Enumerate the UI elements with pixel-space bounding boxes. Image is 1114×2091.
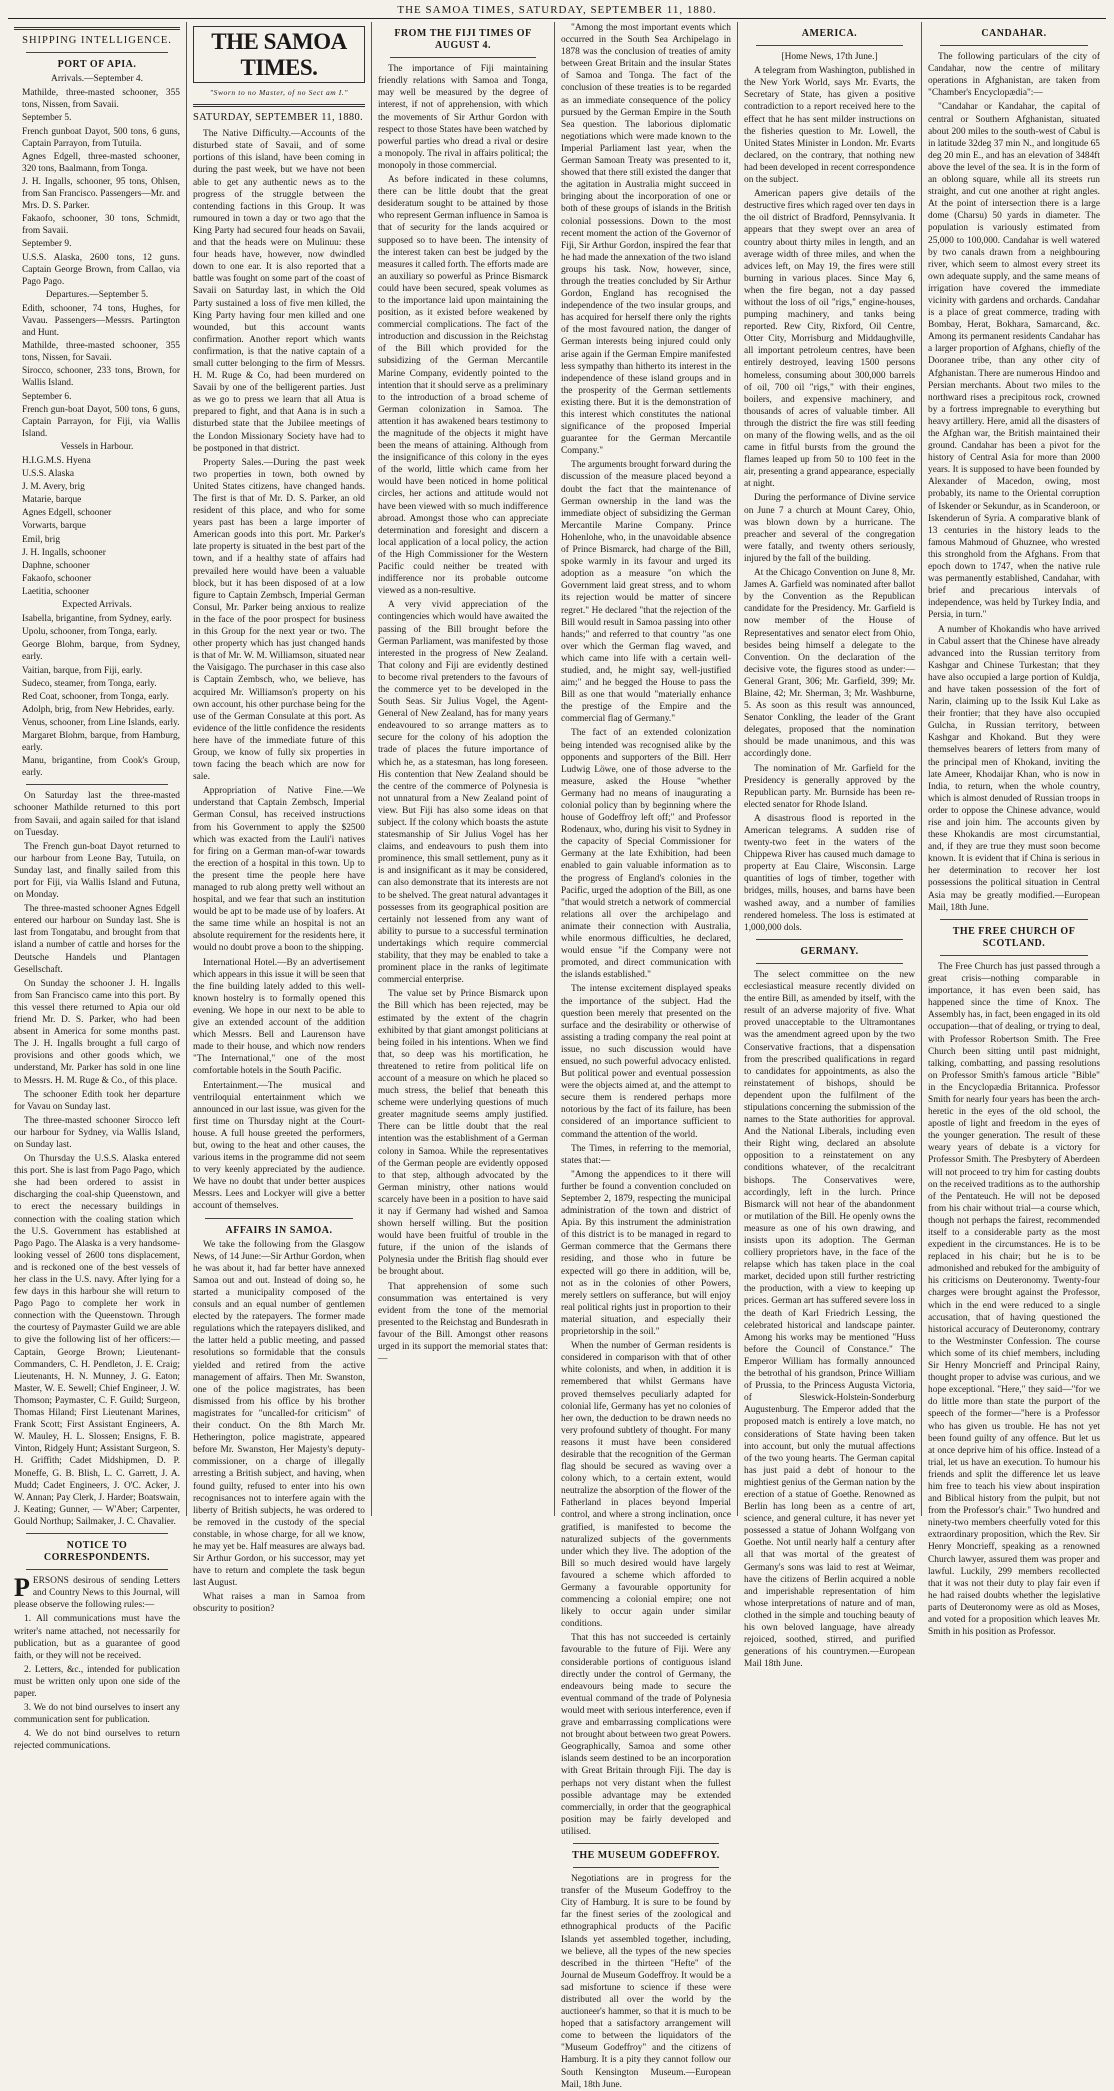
list-item: Margaret Blohm, barque, from Hamburg, early.: [22, 730, 180, 754]
fiji-heading: FROM THE FIJI TIMES OF AUGUST 4.: [394, 28, 532, 52]
expected-label: Expected Arrivals.: [62, 600, 132, 611]
column-fiji: [372, 22, 555, 1516]
paragraph: When the number of German residents is considered in comparison with that of other white colonists, and when, in addition it is remembered that whilst Germans have proved themselves peculiarly adapted for colonial life, Germany has yet no colonies of her own, the deduction to be drawn needs no very profound subtlety of thought. For many reasons it must have been considered desirable that the recognition of the German flag should be secured as waving over a colony which, to a certain extent, would neutralize the absorption of the flower of the Fatherland in places beyond Imperial control, and where a strong inclination, once gratified, is manifested to become the naturalized subjects of the governments under which they live. The adoption of the Bill so much desired would have largely favoured a scheme which afforded to Germany a favourable opportunity for commencing a colonial empire; one not likely to occur again under similar conditions.: [561, 1341, 731, 1630]
paragraph: That this has not succeeded is certainly favourable to the future of Fiji. Were any considerable portions of contiguous island directly under the control of Germany, the endeavours being made to secure the eventual command of the trade of Polynesia would meet with serious interference, even if grave and embarrassing complications were not brought about between two great Powers. Geographically, Samoa and some other islands seem destined to be an incorporation with Great Britain through Fiji. The day is perhaps not very distant when the fullest possible advantage may be extended commercially, in order that the geographical position may be fairly developed and utilised.: [561, 1633, 732, 1837]
list-item: Upolu, schooner, from Tonga, early.: [22, 627, 158, 638]
list-item: Agnes Edgell, three-masted schooner, 320 tons, Baalmann, from Tonga.: [22, 151, 180, 174]
paragraph: The following particulars of the city of Candahar, now the centre of military operations in Afghanistan, are taken from "Chamber's Encyclopædia":—: [928, 52, 1100, 99]
list-item: September 6.: [22, 391, 72, 402]
germany-text: The select committee on the new ecclesiastical measure recently divided on the entire Bill, as amended by itself, with the result of an adverse majority of five. What proved unacceptable to the Ultramontanes was the amendment agreed upon by the two Conservative fractions, that a dispensation from the prescribed qualifications in regard to candidates for appointments, as also the reinstatement of bishops, should be dependent upon the fulfilment of the stipulations concerning the submission of the names to the State authorities for approval. And the National Liberals, including even their Right wing, declared an absolute opposition to a reinstatement on any conditions whatever, of the recalcitrant bishops. The Conservatives were, accordingly, left in the lurch. Prince Bismarck will not hear of the abandonment or mutilation of the Bill. He openly owns the measure as one of his own drawing, and insists upon its adoption. The German colliery proprietors have, in the face of the relapse which has taken place in the coal market, decided upon still further restricting the production, with a view to keeping up prices. German art has suffered severe loss in the death of Karl Friedrich Lessing, the celebrated historical and landscape painter. Among his works may be mentioned "Huss before the Council of Constance." The Emperor William has formally announced the betrothal of his grandson, Prince William of Prussia, to the Princess Augusta Victoria, of Sleswick-Holstein-Sonderburg Augustenburg. The Emperor added that the proposed match is entirely a love match, no considerations of State having been taken into account, but only the mutual affections of the two young hearts. The German capital has just paid a debt of honour to the mightiest genius of the German nation by the erection of a statue of Goethe. Renowned as Berlin has long been as a centre of art, science, and general culture, it has never yet possessed a statue of Johann Wolfgang von Goethe. Not until nearly half a century after all that was mortal of the greatest of Germany's sons was laid to rest at Weimar, have the citizens of Berlin acquired a noble and imperishable representation of him whose interpretations of nature and of man, clothed in the simple and touching beauty of his own beloved language, have already rejoiced, soothed, stirred, and purified generations of his countrymen.—European Mail 18th June.: [744, 969, 915, 1670]
paragraph: On Sunday the schooner J. H. Ingalls from San Francisco came into this port. By this vessel there returned to Apia our old friend Mr. D. S. Parker, who had been absent in America for some months past. The J. H. Ingalls brought a full cargo of provisions and other goods which, we understand, Mr. Parker has sold in one line to Messrs. H. M. Ruge & Co., of this place.: [14, 978, 180, 1086]
list-item: Venus, schooner, from Line Islands, early.: [22, 717, 180, 728]
museum-heading: THE MUSEUM GODEFFROY.: [572, 1849, 720, 1861]
column-shipping: [8, 22, 187, 1752]
candahar-paragraphs: [928, 51, 1100, 914]
notice-heading: NOTICE TO CORRESPONDENTS.: [43, 1539, 151, 1564]
paragraph: The schooner Edith took her departure for Vavau on Sunday last.: [14, 1089, 180, 1112]
list-item: Sirocco, schooner, 233 tons, Brown, for Wallis Island.: [22, 366, 180, 389]
list-item: Adolph, brig, from New Hebrides, early.: [22, 704, 175, 715]
masthead-title: THE SAMOA TIMES.: [211, 29, 347, 80]
paragraph: 1. All communications must have the writer's name attached, not necessarily for publication, but as a guarantee of good faith, or they will not be received.: [14, 1614, 180, 1661]
expected-list: [14, 613, 180, 779]
paragraph: "Candahar or Kandahar, the capital of central or Southern Afghanistan, situated about 200 miles to the south-west of Cabul is in latitude 32deg 37 min N., and longitude 65 deg 20 min E., and has an elevation of 3484ft above the level of the sea. It is in the form of an oblong square, while all its streets run straight, and cut one another at right angles. At the point of intersection there is a large dome (Charsu) 50 yards in diameter. The population is variously estimated from 25,000 to 100,000. Candahar is well watered by two canals drawn from a neighbouring river, which seem to almost every street its own adequate supply, and the same means of irrigation have covered the immediate vicinity with gardens and orchards. Candahar is a place of great commerce, trading with Bombay, Herat, Bokhara, Samarcand, &c. Among its permanent residents Candahar has a larger proportion of Afghans, chiefly of the Dooranee tribe, than any other city of Afghanistan. There are numerous Hindoo and Persian merchants. About two miles to the northward rises a precipitous rock, crowned by a fortress impregnable to everything but heavy artillery. Here, amid all the disasters of the Afghan war, the British maintained their ground. Candahar has been a pivot for the history of Central Asia for more than 2000 years. It is supposed to have been founded by Alexander of Macedon, owing, most probably, its name to the Oriental corruption of Iskender or Sekundur, as in Scanderoon, or Iskenderun of Syria. A comparative blank of 13 centuries in the history leads to the famous Mahmoud of Ghuznee, who wrested this stronghold from the Afghans. From that epoch down to 1747, when the native rule was permanently established, Candahar, with brief and precarious intervals of independence, was held by Turkey India, and Persia, in turn.": [928, 102, 1100, 621]
list-item: U.S.S. Alaska: [22, 469, 75, 480]
list-item: French gunboat Dayot, 500 tons, 6 guns, Captain Parrayon, from Tutuila.: [22, 126, 180, 149]
paragraph: A number of Khokandis who have arrived in Cabul assert that the Chinese have already advanced into the Russian territory from Kashgar and Chinese Turkestan; that they have also occupied a large portion of Kuldja, and have taken possession of the fort of Narin, claiming up to the Issik Kul Lake as their frontier; that they have also occupied Gulcha, in Russian territory, between Kashgar and Khokand. But they were themselves bearers of letters from many of the principal men of Khokand, inviting the late Ameer, Khodaijar Khan, who is now in India, to return, when the whole country, which is almost denuded of Russian troops in order to oppose the Chinese advance, would rise and join him. The accounts given by these Khokandis are most circumstantial, and, if they are true they must soon become known. It is evident that if China is serious in her determination to recover her lost possessions the political situation in Central Asia may be greatly modified.—European Mail, 18th June.: [928, 624, 1100, 913]
america-source: [Home News, 17th June.]: [781, 52, 878, 63]
paragraph: "Among the appendices to it there will further be found a convention concluded on September 2, 1879, respecting the municipal administration of the town and district of Apia. By this instrument the administration of this district is to be managed in regard to German commerce that the Germans there residing, and those who in future be expected will go there in addition, will be, not as in the colonies of other Powers, merely settlers on sufferance, but will enjoy real political rights just in proportion to their material situation, and especially their proprietorship in the soil.": [561, 1169, 731, 1338]
list-item: George Blohm, barque, from Sydney, early.: [22, 640, 180, 663]
paragraph: The arguments brought forward during the discussion of the measure placed beyond a doubt the fact that the maintenance of German ownership in the land was the immediate object of subsidizing the German Mercantile Marine Company. Prince Hohenlohe, who, in the unavoidable absence of Prince Bismarck, had charge of the Bill, spoke warmly in its favour and urged its adoption as a measure "on which the Government laid great stress, and to whom its rejection would be matter of sincere regret." He declared "that the rejection of the Bill would result in Samoa passing into other hands;" and referred to that country "as one over which the German flag waved, and which came into life with a certain well-studied, and, he might say, well-justified aim;" and he begged the House to pass the Bill as one that would "materially enhance the prestige of the Empire and the commercial flag of Germany.": [561, 460, 731, 725]
paragraph: The nomination of Mr. Garfield for the Presidency is generally approved by the Republican party. Mr. Burnside has been re-elected senator for Rhode Island.: [744, 763, 915, 810]
list-item: Edith, schooner, 74 tons, Hughes, for Vavau. Passengers—Messrs. Partington and Hunt.: [22, 303, 180, 339]
paragraph: The importance of Fiji maintaining friendly relations with Samoa and Tonga, may well be measured by the degree of interest, if not of apprehension, with which the movements of Sir Arthur Gordon with respect to those States have been watched by powerful parties who dread a rival or desire a monopoly. The rival in affairs political; the monopoly in those commercial.: [378, 64, 548, 171]
affairs-paragraphs: [193, 1239, 365, 1616]
departures-list: [14, 303, 180, 440]
paragraph: We take the following from the Glasgow News, of 14 June:—Sir Arthur Gordon, when he was about it, had far better have annexed Samoa out and out. Instead of doing so, he started a municipality composed of the consuls and an equal number of gentlemen elected by the ratepayers. The former made regulations which the ratepayers disliked, and the latter held a public meeting, and passed resolutions so formidable that the consuls yielded and retired from the active management of affairs. Then Mr. Swanston, one of the police magistrates, has been dismissed from his office by his brother magistrates for "uncalled-for criticism" of their conduct. On the 8th March Mr. Hetherington, police magistrate, appeared before Mr. Swanston, Her Majesty's deputy-commissioner, on a charge of illegally arresting a British subject, and having, when found guilty, refused to enter into his own recognisances not to interfere again with the liberty of British subjects, he was ordered to be removed in the custody of the special constable, in whose charge, for all we know, he may yet be. Half measures are always bad. Sir Arthur Gordon, or his successor, may yet have to return and complete the task begun last August.: [193, 1239, 365, 1589]
paragraph: Appropriation of Native Fine.—We understand that Captain Zembsch, Imperial German Consul, has received instructions from his Government to apply the $2500 which was exacted from the Lauli'i natives for firing on a German man-of-war towards the erection of a hospital in this town. Up to the present time the people here have managed to rub along pretty well without an hospital, and we fear that such an institution would be apt to be made use of by loafers. At the same time while an hospital is not an absolute requirement for the residents here, it would no doubt prove a boon to the shipping.: [193, 786, 365, 954]
paragraph: The three-masted schooner Sirocco left our harbour for Sydney, via Wallis Island, on Sunday last.: [14, 1115, 180, 1150]
paragraph: The Native Difficulty.—Accounts of the disturbed state of Savaii, and of some portions of this island, have been coming in during the past week, but we have not been able to get any authentic news as to the progress of the struggle between the contending factions in this Group. It was rumoured in town a day or two ago that the King Party had secured four heads on Savaii, and that the heads were on Mulinuu: these four heads have, however, now dwindled down to one ear. It is also reported that a battle was fought on some part of the coast of Savaii on Saturday last, in which the Old Party sustained a loss of five men killed, the King Party having four men killed and one wounded, but this account wants confirmation. Another report which wants confirmation, is that the native captain of a small cutter belonging to the firm of Messrs. H. M. Ruge & Co, had been murdered on Savaii by one of the belligerent parties. Just as we go to press we learn that all Atua is prepared to fight, and that Aana is in such a disturbed state that the Jubilee meetings of the London Missionary Society have had to be postponed in that district.: [193, 129, 365, 454]
list-item: Daphne, schooner: [22, 560, 90, 571]
arrivals-list: [14, 87, 180, 288]
list-item: Laetitia, schooner: [22, 586, 90, 597]
port-heading: PORT OF APIA.: [57, 59, 137, 71]
list-item: H.I.G.M.S. Hyena: [22, 456, 91, 466]
list-item: September 5.: [22, 113, 72, 124]
paragraph: International Hotel.—By an advertisement which appears in this issue it will be seen that the fine building lately added to this well-known hostelry is to formally opened this evening. We hope in our next to be able to give an extended account of the addition which Messrs. Bell and Laurenson have made to their house, and which now renders "The International," one of the most comfortable hotels in the South Pacific.: [193, 957, 365, 1077]
editorial-paragraphs: [193, 128, 365, 1212]
paragraph: On Saturday last the three-masted schooner Mathilde returned to this port from Savaii, and again sailed for that island on Tuesday.: [14, 791, 180, 838]
america-paragraphs: [744, 65, 915, 934]
notice-dropcap: P: [14, 1573, 30, 1603]
list-item: Fakaofo, schooner: [22, 573, 92, 584]
list-item: Red Coat, schooner, from Tonga, early.: [22, 691, 169, 702]
list-item: Emil, brig: [22, 534, 61, 545]
paragraph: 4. We do not bind ourselves to return rejected communications.: [14, 1729, 180, 1752]
paragraph: American papers give details of the destructive fires which raged over ten days in the oil district of Bradford, Pennsylvania. It appears that they swept over an area of country about thirty miles in length, and an average width of three miles, and when the advices left, on May 19, the fires were still burning in various places. Since May 6, when the fire began, not a day passed without the loss of oil "rigs," engine-houses, pumping machinery, and tanks being reported. Rew City, Rixford, Oil Centre, Otter City, Morrisburg and Middaughville, all important petroleum centres, have been entirely destroyed, leaving 1500 persons homeless, consuming about 300,000 barrels of oil, 700 oil "rigs," with their engines, boilers, and expensive machinery, and thousands of acres of valuable timber. All through the district the fire was still feeding on many of the flowing wells, and as the oil came in fitful bursts from the ground the flames leaped up from 50 to 100 feet in the air, presenting a grand appearance, especially at night.: [744, 189, 915, 490]
masthead-motto: "Sworn to no Master, of no Sect am I.": [209, 88, 349, 97]
america-heading: AMERICA.: [801, 28, 858, 39]
paragraph: At the Chicago Convention on June 8, Mr. James A. Garfield was nominated after ballot by the Convention as the Republican candidate for the Presidency. Mr. Garfield is now member of the House of Representatives and senator elect from Ohio, besides being himself a delegate to the Convention. On the declaration of the decisive vote, the figures stood as under:—General Grant, 306; Mr. Garfield, 399; Mr. Blaine, 42; Mr. Sherman, 3; Mr. Washburne, 5. As soon as this result was announced, Senator Conkling, the leader of the Grant delegates, proposed that the nomination should be made unanimous, and this was accordingly done.: [744, 568, 915, 760]
list-item: Vorwarts, barque: [22, 521, 86, 532]
paragraph: On Thursday the U.S.S. Alaska entered this port. She is last from Pago Pago, which she had been ordered to assist in discharging the coal-ship Queenstown, and to erect the necessary buildings in connection with the coaling station which the U.S. Government has established at Pago Pago. The Alaska is a very handsome-looking vessel of 2600 tons displacement, and is reckoned one of the best vessels of her class in the U.S. navy. After lying for a few days in this harbour she will return to Pago Pago to complete her work in connection with the Queenstown. Through the courtesy of Paymaster Guild we are able to give the following list of her officers:—Captain, George Brown; Lieutenant-Commanders, C. H. Pendleton, J. E. Craig; Lieutenants, H. N. Munney, J. G. Eaton; Master, W. E. Sewell; Chief Engineer, J. W. Thomson; Paymaster, C. F. Guild; Surgeon, Thomas Hiland; First Lieutenant Marines, Frank Scott; First Assistant Engineers, A. W. Mauley, H. L. Slossen; Ensigns, F. B. Vinton, Ridgely Hunt; Assistant Surgeon, S. H. Griffith; Cadet Midshipmen, D. P. Moneffe, G. B. Blish, L. C. Garrett, J. A. Mudd; Cadet Engineers, J. O'C. Acker, J. W. Annan; Pay Clerk, J. Harder; Boatswain, J. Keating; Gunner, — W'Aber; Carpenter, Gould Northup; Sailmaker, J. C. Chavalier.: [14, 1154, 180, 1527]
paragraph: The French gun-boat Dayot returned to our harbour from Leone Bay, Tutuila, on Sunday last, and finally sailed from this port for Fiji, via Wallis Island and Futuna, on Monday.: [14, 841, 180, 901]
shipping-heading: SHIPPING INTELLIGENCE.: [22, 35, 172, 46]
list-item: Manu, brigantine, from Cook's Group, early.: [22, 756, 180, 779]
departures-label: Departures.—September 5.: [45, 289, 149, 300]
paragraph: During the performance of Divine service on June 7 a church at Mount Carey, Ohio, was blown down by a hurricane. The preacher and several of the congregation were fatally, and twenty others seriously, injured by the fall of the building.: [744, 493, 915, 564]
column-editorial: [187, 22, 372, 1615]
column-america: [738, 22, 922, 1670]
fiji-continued: [561, 22, 731, 1838]
dateline: SATURDAY, SEPTEMBER 11, 1880.: [193, 112, 363, 124]
list-item: U.S.S. Alaska, 2600 tons, 12 guns. Captain George Brown, from Callao, via Pago Pago.: [22, 252, 180, 287]
list-item: Mathilde, three-masted schooner, 355 tons, Nissen, for Savaii.: [22, 341, 180, 364]
paragraph: A very vivid appreciation of the contingencies which would have awaited the passing of the Bill brought before the German Parliament, was manifested by those interested in the progress of New Zealand. That colony and Fiji are evidently destined to become rival pretenders to the favours of the commerce yet to be developed in the South Seas. Sir Julius Vogel, the Agent-General of New Zealand, has for many years endeavoured to so arrange matters as to secure for the colony of his adoption the trade of places the future importance of which he, as a statesman, has long foreseen. His contention that New Zealand should be the centre of the commerce of Polynesia is not unnatural from a New Zealand point of view. But Fiji has also some ideas on that subject. If the colony which boasts the astute statesmanship of Sir Julius Vogel has her claims, and endeavours to push them into prominence, this small settlement, puny as it is and insignificant as it may be considered, can also demonstrate that its interests are not to be shelved. The great natural advantages it possesses from its geographical position are certainly not lessened from any want of ability to pursue to a successful termination undertakings which require commercial stability, that they may be enabled to take a prominent place in the ranks of legitimate commercial enterprise.: [378, 600, 548, 986]
notice-rules: [14, 1613, 180, 1752]
top-rule: [8, 18, 1106, 19]
paragraph: The fact of an extended colonization being intended was recognised alike by the opponents and supporters of the Bill. Herr Ludwig Löwe, one of those adverse to the measure, asked the House "whether Germany had no means of inaugurating a colonial policy than by beginning where the house of Godeffroy left off;" and Professor Rodenaux, who, during his visit to Sydney in the capacity of Special Commissioner for Germany at the late Exhibition, had been enabled to gain valuable information as to the progress of England's colonies in the Pacific, urged the adoption of the Bill, as one "that would stretch a network of commercial relations all over the archipelago and animate their connection with Australia, while enormous difficulties, he declared, would ensue "if the Company were not promoted, and direct communication with the islands established.": [561, 728, 731, 981]
affairs-heading: AFFAIRS IN SAMOA.: [225, 1224, 333, 1236]
list-item: Agnes Edgell, schooner: [22, 508, 112, 519]
list-item: Mathilde, three-masted schooner, 355 tons, Nissen, from Savaii.: [22, 88, 180, 111]
paragraph: That apprehension of some such consummation was entertained is very evident from the tone of the memorial presented to the Reichstag and Bundesrath in favour of the Bill. Amongst other reasons urged in its support the memorial states that:—: [378, 1281, 548, 1365]
germany-heading: GERMANY.: [800, 945, 859, 957]
column-candahar: [922, 22, 1106, 1638]
paragraph: Property Sales.—During the past week two properties in town, both owned by United States citizens, have changed hands. The first is that of Mr. D. S. Parker, an old resident of this place, and who for some years past has been a large importer of American goods into this port. Mr. Parker's late property is situated in the best part of the town, and if a healthy state of affairs had prevailed here would have been a valuable block, but it has been disposed of at a low figure to Captain Zembsch, Imperial German Consul, Mr. Parker being anxious to realize in the face of the poor prospect for business in this Group for the next year or two. The other property which has just changed hands is that of Mr. W. M. Williamson, situated near the Vaisigago. The purchaser in this case also is Captain Zembsch, who, we believe, has acquired Mr. Williamson's property on his own account, his other purchase being for the use of the German Consulate at this port. As evidence of the little confidence the residents here have of the immediate future of this Group, we know of fully six properties in town facing the beach which are now for sale.: [193, 457, 365, 783]
freechurch-text: The Free Church has just passed through a great crisis—nothing comparable in importance, it has even been said, has happened since the time of Knox. The Assembly has, in fact, been engaged in its old occupation—that of dealing, or trying to deal, with Professor Robertson Smith. The Free Church been sitting until past midnight, talking, combatting, and passing resolutions on Professor Smith's famous article "Bible" in the Encyclopædia Britannica. Professor Smith for nearly four years has been the arch-heretic in the eyes of the old school, the apostle of light and freedom in the eyes of the younger generation. The result of these weary years of debate is a victory for Professor Smith. The Presbytery of Aberdeen will not proceed to try him for casting doubts on the received traditions as to the authorship of the Pentateuch. He will not be deposed from his chair without trial—a course which, though not perhaps the fairest, recommended itself to a considerable party as the most expedient in the circumstances. He is to be replaced in his chair; but he is to be admonished and rebuked for the ambiguity of his criticisms on Deuteronomy. Twenty-four charges were brought against the Professor, which in the end were reduced to a single accusation, that of having questioned the historical accuracy of Deuteronomy, contrary to the Westminster Confession. The course which some of its chief members, including Sir Henry Moncrieff and Principal Rainy, thought proper to advise was curious, and we hope exceptional. "Here," they said—"for we do little more than state the purport of the speech of the former—"here is a Professor who has given us trouble. He has not yet been found guilty of any offence. But let us at once deprive him of his office. Instead of a trial, let us have an execution. To humour his friends and split the difference let us leave him free to teach his view about inspiration and Biblical history from the pulpit, but not from the Professor's chair." Two hundred and ninety-two members cheerfully voted for this extraordinary proposition, which the Rev. Sir Henry Moncrieff, speaking as a renowned Church lawyer, assured them was proper and lawful. Luckily, 299 members recollected that it was not their duty to play fair even if he had raised doubts whether the legislative parts of Deuteronomy were as old as Moses, and voted for a proposition which leaves Mr. Smith in his position as Professor.: [928, 961, 1100, 1638]
paragraph: A disastrous flood is reported in the American telegrams. A sudden rise of twenty-two feet in the waters of the Chippewa River has caused much damage to property at Eau Claire, Wisconsin. Large quantities of logs of timber, together with bridges, mills, houses, and barns have been washed away, and a number of families rendered homeless. The loss is estimated at 1,000,000 dols.: [744, 813, 915, 933]
paragraph: What raises a man in Samoa from obscurity to position?: [193, 1592, 365, 1615]
list-item: J. M. Avery, brig: [22, 482, 85, 493]
paragraph: The intense excitement displayed speaks the importance of the subject. Had the question been merely that presented on the surface and the desirability or otherwise of assisting a trading company the real point at issue, no such discussion would have ensued, no such powerful advocacy enlisted. But political power and eventual possession were the objects aimed at, and the attempt to secure them is rendered perhaps more notorious by the fact of its failure, has been considered of an importance sufficient to command the attention of the world.: [561, 984, 731, 1140]
arrivals-label: Arrivals.—September 4.: [51, 74, 143, 85]
list-item: September 9.: [22, 239, 72, 250]
column-fiji-cont: [555, 22, 738, 2090]
freechurch-heading: THE FREE CHURCH OF SCOTLAND.: [952, 925, 1076, 949]
paragraph: Entertainment.—The musical and ventriloquial entertainment which we announced in our last issue, was given for the first time on Thursday night at the Court-house. A full house greeted the performers, but, owing to the heat and other causes, the various items in the programme did not seem to very keenly appreciated by the audience. We have no doubt that under better auspices Messrs. Lees and Lockyer will give a better account of themselves.: [193, 1080, 365, 1212]
list-item: J. H. Ingalls, schooner: [22, 547, 106, 558]
list-item: Fakaofo, schooner, 30 tons, Schmidt, from Savaii.: [22, 214, 180, 237]
list-item: J. H. Ingalls, schooner, 95 tons, Ohlsen, from San Francisco. Passengers—Mr. and Mrs. D. S. Parker.: [22, 176, 180, 212]
paragraph: 3. We do not bind ourselves to insert any communication sent for publication.: [14, 1703, 180, 1726]
candahar-heading: CANDAHAR.: [981, 28, 1047, 39]
paragraph: As before indicated in these columns, there can be little doubt that the great desideratum sought to be attained by those who represent German influence in Samoa is that of security for the lands acquired or supposed so to have been. The intensity of the interest taken can best be judged by the measures it called forth. The efforts made are an auxiliary so powerful as Prince Bismarck could have been secured, speak volumes as to the importance laid upon maintaining the position, as it existed before weakened by commercial complications. The fact of the introduction and discussion in the Reichstag of the Bill which provided for the subsidizing of the German Mercantile Marine Company, evidently pointed to the intention that it should serve as a preliminary to the introduction of a broad scheme of German colonization in Samoa. The attention it has awakened bears testimony to the magnitude of the objects it might have been the means of attaining. Although from the insignificance of this colony in the eyes of the world, little which came from her would have been noticed in home political circles, her actions and attitude would not have been viewed with so much indifference abroad. Amongst those who can appreciate determination and foresight and discern a local application of a local policy, the action of the High Commissioner for the Western Pacific could neither be treated with indifference nor its probable outcome viewed as a non-resultive.: [378, 175, 548, 597]
paragraph: The three-masted schooner Agnes Edgell entered our harbour on Sunday last. She is last from Tongatabu, and brought from that island a number of cattle and horses for the Deutsche Handels und Plantagen Gesellschaft.: [14, 904, 180, 975]
paragraph: 2. Letters, &c., intended for publication must be written only upon one side of the paper.: [14, 1664, 180, 1699]
museum-text: Negotiations are in progress for the transfer of the Museum Godeffroy to the City of Hamburg. It is sure to be found by far the finest series of the zoological and ethnographical products of the Pacific Islands yet assembled together, including, we believe, all the types of the new species described in the thirteen "Hefte" of the Journal de Museum Godeffroy. It would be a sad misfortune to science if these were distributed all over the world by the auctioneer's hammer, so that it is much to be hoped that a satisfactory arrangement will come to between the liquidators of the "Museum Godeffroy" and the citizens of Hamburg. It is a pity they cannot follow our South Kensington Museum.—European Mail, 18th June.: [561, 1874, 731, 2090]
masthead: [193, 26, 365, 83]
running-head: THE SAMOA TIMES, SATURDAY, SEPTEMBER 11, 1880.: [397, 4, 717, 16]
paragraph: The value set by Prince Bismarck upon the Bill which has been rejected, may be estimated by the extent of the chagrin exhibited by that giant amongst politicians at being foiled in his intentions. When we find that, so deep was his mortification, he threatened to retire from political life on account of a measure on which he placed so much stress, the belief that beneath this scheme were underlying questions of much greater magnitude seems amply justified. There can be little doubt that the real intention was the establishment of a German colony in Samoa. While the representatives of the German people are evidently opposed to that step, although advocated by the German ministry, other nations would scarcely have been in a position to have said it nay if Germany had wished and Samoa shown herself willing. But the position would have been fruitful of trouble in the future, if the union of the islands of Polynesia under the British flag should ever be brought about.: [378, 989, 548, 1278]
fiji-paragraphs: [378, 63, 548, 1365]
list-item: Sudeco, steamer, from Tonga, early.: [22, 678, 157, 689]
harbour-label: Vessels in Harbour.: [60, 441, 134, 452]
harbour-list: [14, 455, 180, 598]
columns: [8, 22, 1106, 2090]
list-item: Isabella, brigantine, from Sydney, early.: [22, 614, 172, 625]
paragraph: "Among the most important events which occurred in the South Sea Archipelago in 1878 was the conclusion of treaties of amity between Great Britain and the insular States of Samoa and Tonga. The fact of the conclusion of these treaties is to be regarded as an immediate consequence of the policy pursued by the German Empire in the South Sea question. The laborious diplomatic negotiations which were made known to the Imperial Parliament last year, when the German Samoan Treaty was presented to it, showed that there still existed the danger that the agitation in Australia might succeed in bringing about the incorporation of one or both of these groups of islands in the British colonial possessions. Down to the most recent moment the action of the Governor of Fiji, Sir Arthur Gordon, inspired the fear that he had made the annexation of the two island groups his task. Now, however, since, through the treaties concluded by Sir Arthur Gordon, England has recognised the independence of the two insular groups, and has acquired for herself there only the rights of the most favoured nation, the danger of German interests being injured could only arise again if the German Empire manifested less sympathy than hitherto its interest in the independence of these island groups and in the prosperity of the German settlements existing there. But it is the demonstration of this interest which constitutes the national significance of the proposed Imperial guarantee for the German Mercantile Company.": [561, 23, 731, 457]
paragraph: A telegram from Washington, published in the New York World, says Mr. Evarts, the Secretary of State, has given a positive contradiction to a report received here to the effect that he has sent milder instructions on the fisheries question to Mr. Lowell, the United States Minister in London. Mr. Evarts declared, on the contrary, that nothing new had been developed in recent correspondence on the subject.: [744, 66, 915, 186]
notice-intro: PERSONS desirous of sending Letters and Country News to this Journal, will please observe the following rules:—: [14, 1573, 180, 1611]
paragraph: The Times, in referring to the memorial, states that:—: [561, 1143, 731, 1166]
list-item: French gun-boat Dayot, 500 tons, 6 guns, Captain Parrayon, for Fiji, via Wallis Island.: [22, 404, 180, 439]
list-item: Vaitian, barque, from Fiji, early.: [22, 665, 143, 676]
shipping-news: [14, 790, 180, 1528]
list-item: Matarie, barque: [22, 495, 82, 506]
